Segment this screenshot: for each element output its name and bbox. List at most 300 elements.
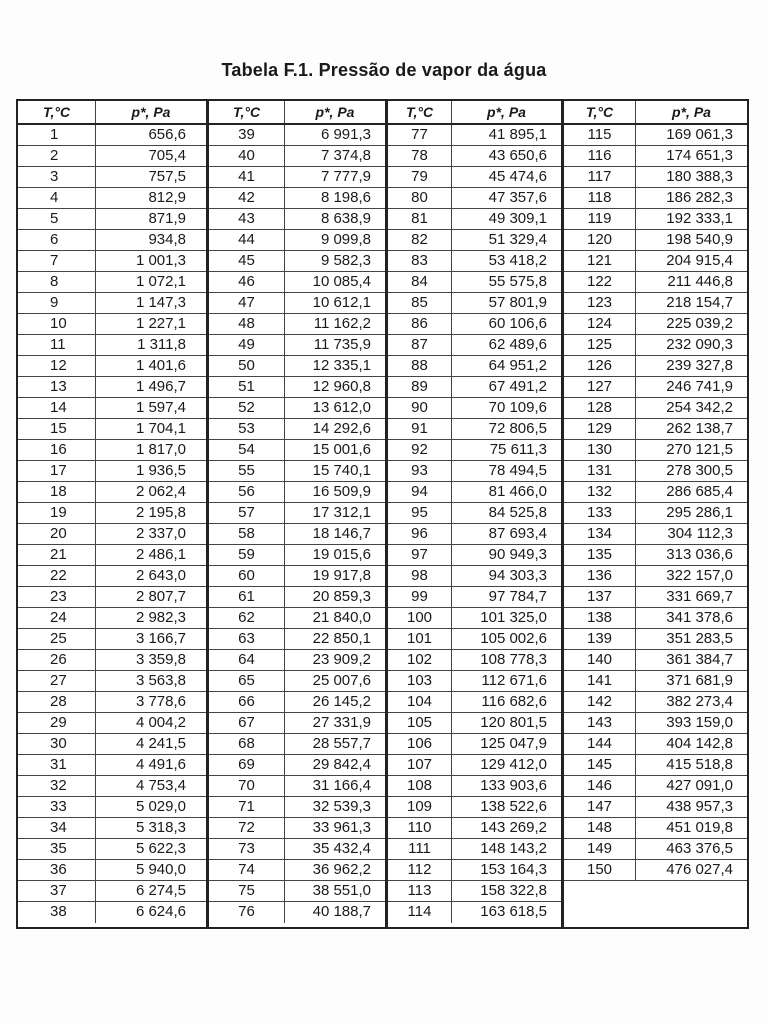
pressure-cell: 55 575,8	[488, 273, 547, 290]
temperature-cell: 106	[388, 734, 452, 754]
pressure-cell: 2 337,0	[135, 525, 186, 542]
table-row	[209, 398, 385, 419]
table-row	[564, 671, 747, 692]
temperature-cell: 99	[388, 587, 452, 607]
temperature-cell: 18	[18, 482, 96, 502]
table-row	[388, 776, 561, 797]
table-row	[388, 335, 561, 356]
table-row	[209, 125, 385, 146]
temperature-cell: 97	[388, 545, 452, 565]
temperature-cell: 115	[564, 125, 636, 145]
table-row	[209, 671, 385, 692]
table-row	[18, 881, 206, 902]
temperature-cell: 81	[388, 209, 452, 229]
table-row	[18, 272, 206, 293]
empty-cell-area	[564, 881, 747, 927]
table-row	[564, 713, 747, 734]
temperature-cell: 23	[18, 587, 96, 607]
table-row	[209, 650, 385, 671]
table-row	[564, 272, 747, 293]
temperature-cell: 26	[18, 650, 96, 670]
pressure-cell: 64 951,2	[488, 357, 547, 374]
table-row	[18, 671, 206, 692]
header-temperature: T,°C	[209, 101, 285, 123]
pressure-cell: 143 269,2	[480, 819, 547, 836]
pressure-cell: 78 494,5	[488, 462, 547, 479]
temperature-cell: 74	[209, 860, 285, 880]
temperature-cell: 61	[209, 587, 285, 607]
pressure-cell: 10 085,4	[312, 273, 371, 290]
temperature-cell: 20	[18, 524, 96, 544]
pressure-cell: 51 329,4	[488, 231, 547, 248]
temperature-cell: 79	[388, 167, 452, 187]
table-row	[564, 209, 747, 230]
pressure-cell: 3 778,6	[135, 693, 186, 710]
table-row	[388, 650, 561, 671]
temperature-cell: 89	[388, 377, 452, 397]
temperature-cell: 69	[209, 755, 285, 775]
temperature-cell: 141	[564, 671, 636, 691]
table-row	[18, 293, 206, 314]
table-row	[388, 860, 561, 881]
temperature-cell: 121	[564, 251, 636, 271]
pressure-cell: 23 909,2	[312, 651, 371, 668]
table-row	[564, 125, 747, 146]
temperature-cell: 94	[388, 482, 452, 502]
temperature-cell: 139	[564, 629, 636, 649]
temperature-cell: 136	[564, 566, 636, 586]
temperature-cell: 90	[388, 398, 452, 418]
pressure-cell: 286 685,4	[666, 483, 733, 500]
table-row	[18, 776, 206, 797]
pressure-cell: 304 112,3	[667, 525, 733, 542]
pressure-cell: 26 145,2	[312, 693, 371, 710]
pressure-cell: 15 740,1	[312, 462, 371, 479]
table-row	[209, 734, 385, 755]
table-row	[564, 461, 747, 482]
temperature-cell: 54	[209, 440, 285, 460]
table-row	[388, 398, 561, 419]
temperature-cell: 33	[18, 797, 96, 817]
pressure-cell: 148 143,2	[480, 840, 547, 857]
pressure-cell: 2 982,3	[135, 609, 186, 626]
temperature-cell: 122	[564, 272, 636, 292]
table-row	[388, 167, 561, 188]
temperature-cell: 40	[209, 146, 285, 166]
pressure-cell: 81 466,0	[488, 483, 547, 500]
temperature-cell: 132	[564, 482, 636, 502]
header-pressure: p*, Pa	[487, 104, 526, 120]
table-row	[388, 566, 561, 587]
temperature-cell: 9	[18, 293, 96, 313]
temperature-cell: 66	[209, 692, 285, 712]
pressure-cell: 49 309,1	[488, 210, 547, 227]
table-row	[209, 167, 385, 188]
table-row	[564, 419, 747, 440]
pressure-cell: 129 412,0	[480, 756, 547, 773]
temperature-cell: 120	[564, 230, 636, 250]
table-row	[18, 587, 206, 608]
temperature-cell: 93	[388, 461, 452, 481]
pressure-cell: 57 801,9	[488, 294, 547, 311]
pressure-cell: 12 335,1	[312, 357, 371, 374]
table-row	[18, 692, 206, 713]
temperature-cell: 130	[564, 440, 636, 460]
pressure-cell: 871,9	[148, 210, 186, 227]
table-row	[18, 356, 206, 377]
pressure-cell: 232 090,3	[666, 336, 733, 353]
temperature-cell: 7	[18, 251, 96, 271]
pressure-cell: 153 164,3	[480, 861, 547, 878]
table-row	[564, 356, 747, 377]
pressure-cell: 2 486,1	[135, 546, 186, 563]
pressure-cell: 812,9	[148, 189, 186, 206]
table-row	[18, 377, 206, 398]
table-row	[18, 230, 206, 251]
table-row	[388, 314, 561, 335]
table-row	[18, 167, 206, 188]
temperature-cell: 17	[18, 461, 96, 481]
pressure-cell: 934,8	[148, 231, 186, 248]
pressure-cell: 18 146,7	[312, 525, 371, 542]
temperature-cell: 118	[564, 188, 636, 208]
pressure-cell: 40 188,7	[312, 903, 371, 920]
pressure-cell: 239 327,8	[666, 357, 733, 374]
pressure-cell: 331 669,7	[666, 588, 733, 605]
pressure-cell: 29 842,4	[312, 756, 371, 773]
pressure-cell: 20 859,3	[312, 588, 371, 605]
temperature-cell: 46	[209, 272, 285, 292]
table-row	[209, 566, 385, 587]
table-column-group-1	[18, 101, 209, 927]
temperature-cell: 12	[18, 356, 96, 376]
table-row	[209, 482, 385, 503]
pressure-cell: 341 378,6	[666, 609, 733, 626]
temperature-cell: 57	[209, 503, 285, 523]
temperature-cell: 129	[564, 419, 636, 439]
temperature-cell: 55	[209, 461, 285, 481]
temperature-cell: 71	[209, 797, 285, 817]
header-pressure: p*, Pa	[672, 104, 711, 120]
table-row	[388, 482, 561, 503]
pressure-cell: 158 322,8	[480, 882, 547, 899]
temperature-cell: 88	[388, 356, 452, 376]
pressure-cell: 1 704,1	[135, 420, 186, 437]
table-row	[209, 377, 385, 398]
temperature-cell: 133	[564, 503, 636, 523]
table-row	[388, 377, 561, 398]
table-row	[209, 440, 385, 461]
table-column-group-3	[388, 101, 564, 927]
temperature-cell: 75	[209, 881, 285, 901]
temperature-cell: 34	[18, 818, 96, 838]
temperature-cell: 31	[18, 755, 96, 775]
temperature-cell: 73	[209, 839, 285, 859]
temperature-cell: 68	[209, 734, 285, 754]
table-row	[209, 755, 385, 776]
table-row	[209, 692, 385, 713]
pressure-cell: 451 019,8	[666, 819, 733, 836]
temperature-cell: 85	[388, 293, 452, 313]
pressure-cell: 180 388,3	[666, 168, 733, 185]
pressure-cell: 351 283,5	[666, 630, 733, 647]
table-header-row	[18, 101, 206, 125]
temperature-cell: 135	[564, 545, 636, 565]
header-pressure: p*, Pa	[315, 104, 355, 120]
table-row	[564, 860, 747, 881]
table-row	[209, 419, 385, 440]
table-row	[18, 524, 206, 545]
table-row	[209, 251, 385, 272]
table-row	[564, 146, 747, 167]
pressure-cell: 415 518,8	[666, 756, 733, 773]
pressure-cell: 67 491,2	[488, 378, 547, 395]
pressure-cell: 8 638,9	[320, 210, 371, 227]
pressure-cell: 2 807,7	[135, 588, 186, 605]
pressure-cell: 1 311,8	[137, 336, 186, 353]
pressure-cell: 11 735,9	[313, 336, 371, 353]
pressure-cell: 16 509,9	[312, 483, 371, 500]
table-row	[209, 188, 385, 209]
temperature-cell: 143	[564, 713, 636, 733]
temperature-cell: 38	[18, 902, 96, 923]
temperature-cell: 14	[18, 398, 96, 418]
table-row	[564, 650, 747, 671]
pressure-cell: 427 091,0	[666, 777, 733, 794]
table-row	[564, 797, 747, 818]
table-row	[388, 629, 561, 650]
pressure-cell: 6 274,5	[135, 882, 186, 899]
pressure-cell: 169 061,3	[666, 126, 733, 143]
table-row	[564, 524, 747, 545]
table-row	[18, 209, 206, 230]
table-row	[388, 251, 561, 272]
temperature-cell: 47	[209, 293, 285, 313]
pressure-cell: 60 106,6	[488, 315, 547, 332]
table-row	[388, 755, 561, 776]
pressure-cell: 28 557,7	[312, 735, 371, 752]
temperature-cell: 103	[388, 671, 452, 691]
table-row	[564, 734, 747, 755]
table-row	[388, 692, 561, 713]
pressure-cell: 97 784,7	[488, 588, 547, 605]
pressure-cell: 120 801,5	[480, 714, 547, 731]
pressure-cell: 5 029,0	[135, 798, 186, 815]
temperature-cell: 10	[18, 314, 96, 334]
table-row	[564, 755, 747, 776]
temperature-cell: 6	[18, 230, 96, 250]
pressure-cell: 254 342,2	[666, 399, 733, 416]
table-row	[388, 146, 561, 167]
table-row	[18, 860, 206, 881]
pressure-cell: 47 357,6	[488, 189, 547, 206]
pressure-cell: 9 582,3	[320, 252, 371, 269]
table-row	[564, 377, 747, 398]
table-row	[388, 230, 561, 251]
temperature-cell: 111	[388, 839, 452, 859]
table-row	[18, 335, 206, 356]
pressure-cell: 382 273,4	[666, 693, 733, 710]
pressure-cell: 12 960,8	[312, 378, 371, 395]
temperature-cell: 96	[388, 524, 452, 544]
table-row	[388, 671, 561, 692]
table-row	[564, 293, 747, 314]
header-temperature: T,°C	[388, 101, 452, 123]
table-row	[18, 461, 206, 482]
temperature-cell: 134	[564, 524, 636, 544]
pressure-cell: 757,5	[148, 168, 186, 185]
temperature-cell: 70	[209, 776, 285, 796]
temperature-cell: 147	[564, 797, 636, 817]
table-row	[388, 797, 561, 818]
temperature-cell: 52	[209, 398, 285, 418]
pressure-cell: 218 154,7	[666, 294, 733, 311]
table-row	[18, 419, 206, 440]
table-row	[209, 335, 385, 356]
temperature-cell: 1	[18, 125, 96, 145]
pressure-cell: 705,4	[148, 147, 186, 164]
temperature-cell: 65	[209, 671, 285, 691]
pressure-cell: 53 418,2	[488, 252, 547, 269]
table-row	[18, 440, 206, 461]
pressure-cell: 322 157,0	[666, 567, 733, 584]
table-row	[209, 545, 385, 566]
temperature-cell: 3	[18, 167, 96, 187]
table-row	[209, 797, 385, 818]
pressure-cell: 72 806,5	[488, 420, 547, 437]
pressure-cell: 2 062,4	[135, 483, 186, 500]
temperature-cell: 67	[209, 713, 285, 733]
temperature-cell: 101	[388, 629, 452, 649]
table-row	[564, 440, 747, 461]
pressure-cell: 1 817,0	[135, 441, 186, 458]
temperature-cell: 39	[209, 125, 285, 145]
pressure-cell: 43 650,6	[488, 147, 547, 164]
table-row	[18, 797, 206, 818]
temperature-cell: 35	[18, 839, 96, 859]
temperature-cell: 48	[209, 314, 285, 334]
table-row	[18, 839, 206, 860]
pressure-cell: 1 072,1	[135, 273, 186, 290]
pressure-cell: 438 957,3	[666, 798, 733, 815]
pressure-cell: 19 917,8	[312, 567, 371, 584]
pressure-cell: 41 895,1	[488, 126, 547, 143]
temperature-cell: 4	[18, 188, 96, 208]
temperature-cell: 138	[564, 608, 636, 628]
temperature-cell: 56	[209, 482, 285, 502]
temperature-cell: 13	[18, 377, 96, 397]
temperature-cell: 76	[209, 902, 285, 923]
temperature-cell: 117	[564, 167, 636, 187]
temperature-cell: 105	[388, 713, 452, 733]
temperature-cell: 80	[388, 188, 452, 208]
table-row	[388, 545, 561, 566]
temperature-cell: 19	[18, 503, 96, 523]
table-row	[564, 251, 747, 272]
temperature-cell: 92	[388, 440, 452, 460]
pressure-cell: 361 384,7	[666, 651, 733, 668]
temperature-cell: 36	[18, 860, 96, 880]
pressure-cell: 1 401,6	[135, 357, 186, 374]
pressure-cell: 21 840,0	[312, 609, 371, 626]
table-row	[564, 839, 747, 860]
temperature-cell: 28	[18, 692, 96, 712]
table-row	[564, 692, 747, 713]
pressure-cell: 313 036,6	[666, 546, 733, 563]
pressure-cell: 87 693,4	[488, 525, 547, 542]
temperature-cell: 49	[209, 335, 285, 355]
temperature-cell: 45	[209, 251, 285, 271]
pressure-cell: 295 286,1	[666, 504, 733, 521]
table-row	[18, 566, 206, 587]
table-row	[564, 566, 747, 587]
table-column-group-2	[209, 101, 388, 927]
pressure-cell: 463 376,5	[666, 840, 733, 857]
table-row	[388, 209, 561, 230]
table-row	[209, 902, 385, 923]
pressure-cell: 35 432,4	[312, 840, 371, 857]
pressure-cell: 1 227,1	[135, 315, 186, 332]
pressure-cell: 6 991,3	[320, 126, 371, 143]
table-row	[209, 230, 385, 251]
pressure-cell: 3 166,7	[135, 630, 186, 647]
temperature-cell: 25	[18, 629, 96, 649]
pressure-cell: 25 007,6	[312, 672, 371, 689]
temperature-cell: 50	[209, 356, 285, 376]
pressure-cell: 101 325,0	[480, 609, 547, 626]
pressure-cell: 19 015,6	[312, 546, 371, 563]
pressure-cell: 1 597,4	[135, 399, 186, 416]
temperature-cell: 112	[388, 860, 452, 880]
temperature-cell: 82	[388, 230, 452, 250]
table-row	[564, 314, 747, 335]
temperature-cell: 98	[388, 566, 452, 586]
table-row	[388, 839, 561, 860]
table-row	[564, 482, 747, 503]
table-row	[209, 503, 385, 524]
table-row	[18, 314, 206, 335]
table-row	[388, 587, 561, 608]
temperature-cell: 84	[388, 272, 452, 292]
temperature-cell: 60	[209, 566, 285, 586]
table-header-row	[209, 101, 385, 125]
pressure-cell: 5 622,3	[135, 840, 186, 857]
pressure-cell: 198 540,9	[666, 231, 733, 248]
temperature-cell: 109	[388, 797, 452, 817]
table-row	[564, 188, 747, 209]
temperature-cell: 119	[564, 209, 636, 229]
pressure-cell: 133 903,6	[480, 777, 547, 794]
temperature-cell: 131	[564, 461, 636, 481]
table-row	[209, 209, 385, 230]
temperature-cell: 37	[18, 881, 96, 901]
table-row	[18, 503, 206, 524]
temperature-cell: 15	[18, 419, 96, 439]
pressure-cell: 211 446,8	[667, 273, 733, 290]
table-row	[564, 230, 747, 251]
table-row	[388, 608, 561, 629]
table-row	[388, 440, 561, 461]
pressure-cell: 6 624,6	[135, 903, 186, 920]
table-row	[18, 650, 206, 671]
pressure-cell: 4 241,5	[135, 735, 186, 752]
pressure-cell: 278 300,5	[666, 462, 733, 479]
pressure-cell: 1 001,3	[135, 252, 186, 269]
table-row	[209, 713, 385, 734]
pressure-cell: 4 491,6	[135, 756, 186, 773]
table-row	[209, 314, 385, 335]
pressure-cell: 2 643,0	[135, 567, 186, 584]
